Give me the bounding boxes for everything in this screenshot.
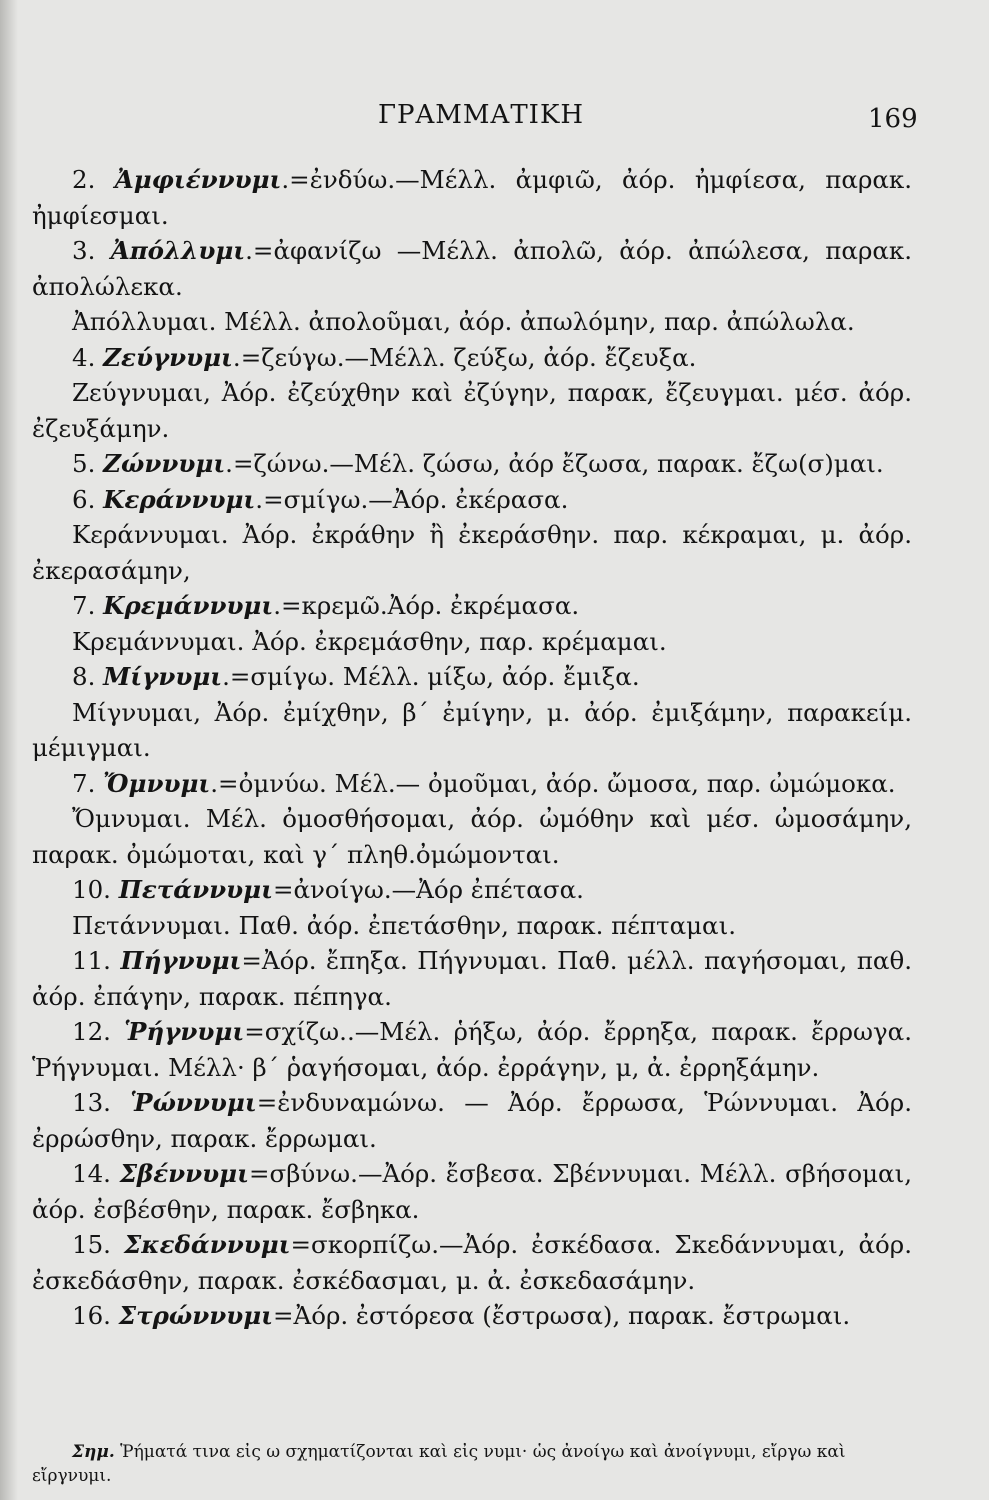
entry-word: Στρώννυμι xyxy=(118,1301,273,1330)
running-title: ΓΡΑΜΜΑΤΙΚΗ xyxy=(378,100,585,130)
entry-number: 6. xyxy=(72,484,104,514)
entry-text: =ἀνοίγω.—Ἀόρ ἐπέτασα. xyxy=(272,875,584,904)
entry-text: .=ἀφανίζω —Μέλλ. ἀπολῶ, ἀόρ. ἀπώλεσα, παρακ. ἀπολώλεκα. xyxy=(32,236,912,301)
entry-word: Ῥήγνυμι xyxy=(124,1017,245,1046)
entry-10-paragraph xyxy=(32,872,912,908)
entry-number: 10. xyxy=(72,875,119,904)
entry-9-paragraph xyxy=(32,766,912,802)
entry-16-paragraph xyxy=(32,1298,912,1334)
entry-word: Ἀπόλλυμι xyxy=(110,236,246,265)
entry-14-paragraph xyxy=(32,1156,912,1227)
entry-number: 13. xyxy=(72,1088,131,1117)
entry-number: 16. xyxy=(72,1301,119,1330)
entry-10-passive-paragraph xyxy=(32,908,912,944)
entry-13-paragraph xyxy=(32,1085,912,1156)
entry-word: Σβέννυμι xyxy=(119,1159,249,1188)
footnote xyxy=(32,1440,912,1488)
entry-word: Κρεμάννυμι xyxy=(103,591,274,620)
page-number: 169 xyxy=(868,104,918,134)
entry-text: .=ὀμνύω. Μέλ.— ὀμοῦμαι, ἀόρ. ὤμοσα, παρ. ὠμώμοκα. xyxy=(210,768,896,798)
entry-text: =σκορπίζω.—Ἀόρ. ἐσκέδασα. Σκεδάννυμαι, ἀόρ. ἐσκεδάσθην, παρακ. ἐσκέδασμαι, μ. ἀ. ἐσκεδασάμην. xyxy=(32,1230,912,1295)
entry-7-paragraph xyxy=(32,588,912,624)
entry-12-paragraph xyxy=(32,1014,912,1085)
entry-8-passive-paragraph xyxy=(32,695,912,766)
entry-word: Ζώννυμι xyxy=(103,449,226,478)
entry-4-paragraph xyxy=(32,340,912,376)
entry-number: 5. xyxy=(72,449,104,478)
entry-word: Ὄμνυμι xyxy=(103,768,211,798)
entry-text: .=ζώνω.—Μέλ. ζώσω, ἀόρ ἔζωσα, παρακ. ἔζω(σ)μαι. xyxy=(225,449,884,478)
entry-15-paragraph xyxy=(32,1227,912,1298)
entry-text: .=ζεύγω.—Μέλλ. ζεύξω, ἀόρ. ἔζευξα. xyxy=(232,342,697,372)
entry-number: 8. xyxy=(72,662,104,691)
entry-text: Κεράννυμαι. Ἀόρ. ἐκράθην ἢ ἐκεράσθην. παρ. κέκραμαι, μ. ἀόρ. ἐκερασάμην, xyxy=(32,520,912,585)
entry-word: Ῥώννυμι xyxy=(130,1088,257,1117)
entry-word: Πετάννυμι xyxy=(118,875,273,904)
entry-number: 11. xyxy=(72,946,121,975)
entry-2-paragraph xyxy=(32,162,912,233)
entry-text: =σχίζω..—Μέλ. ῥήξω, ἀόρ. ἔρρηξα, παρακ. ἔρρωγα. Ῥήγνυμαι. Μέλλ· β´ ῥαγήσομαι, ἀόρ. ἐρράγην, μ, ἀ. ἐρρηξάμην. xyxy=(32,1017,912,1082)
entry-number: 12. xyxy=(72,1017,125,1046)
entry-text: Κρεμάννυμαι. Ἀόρ. ἐκρεμάσθην, παρ. κρέμαμαι. xyxy=(72,626,667,656)
entry-word: Ἀμφιέννυμι xyxy=(114,165,282,194)
page-body xyxy=(32,162,912,1334)
entry-text: .=κρεμῶ.Ἀόρ. ἐκρέμασα. xyxy=(273,591,580,620)
entry-6-paragraph xyxy=(32,482,912,518)
entry-word: Μίγνυμι xyxy=(103,662,223,691)
entry-number: 7. xyxy=(72,591,104,620)
entry-text: =Ἀόρ. ἔπηξα. Πήγνυμαι. Παθ. μέλλ. παγήσομαι, παθ. ἀόρ. ἐπάγην, παρακ. πέπηγα. xyxy=(32,946,912,1011)
entry-text: Ἀπόλλυμαι. Μέλλ. ἀπολοῦμαι, ἀόρ. ἀπωλόμην, παρ. ἀπώλωλα. xyxy=(72,307,855,336)
page-header xyxy=(0,100,989,140)
entry-word: Κεράννυμι xyxy=(103,484,256,514)
entry-3-passive-paragraph xyxy=(32,304,912,340)
entry-number: 2. xyxy=(72,165,115,194)
entry-7-passive-paragraph xyxy=(32,624,912,660)
entry-word: Ζεύγνυμι xyxy=(103,342,233,372)
entry-number: 14. xyxy=(72,1159,120,1188)
entry-text: Μίγνυμαι, Ἀόρ. ἐμίχθην, β´ ἐμίγην, μ. ἀόρ. ἐμιξάμην, παρακείμ. μέμιγμαι. xyxy=(32,697,912,762)
footnote-label: Σημ. xyxy=(72,1442,115,1462)
entry-text: Ζεύγνυμαι, Ἀόρ. ἐζεύχθην καὶ ἐζύγην, παρακ, ἔζευγμαι. μέσ. ἀόρ. ἐζευξάμην. xyxy=(32,378,912,443)
footnote-text: Ῥήματά τινα εἰς ω σχηματίζονται καὶ εἰς νυμι· ὡς ἀνοίγω καὶ ἀνοίγνυμι, εἴργω καὶ εἴργνυμι. xyxy=(32,1442,846,1486)
entry-6-passive-paragraph xyxy=(32,517,912,588)
entry-text: .=σμίγω.—Ἀόρ. ἐκέρασα. xyxy=(255,484,569,514)
entry-3-paragraph xyxy=(32,233,912,304)
entry-text: =σβύνω.—Ἀόρ. ἔσβεσα. Σβέννυμαι. Μέλλ. σβήσομαι, ἀόρ. ἐσβέσθην, παρακ. ἔσβηκα. xyxy=(32,1159,912,1224)
entry-word: Πήγνυμι xyxy=(120,946,242,975)
entry-number: 4. xyxy=(72,342,104,372)
entry-word: Σκεδάννυμι xyxy=(123,1230,291,1259)
entry-text: Πετάννυμαι. Παθ. ἀόρ. ἐπετάσθην, παρακ. πέπταμαι. xyxy=(72,910,737,940)
entry-5-paragraph xyxy=(32,446,912,482)
entry-text: =ἐνδυναμώνω. — Ἀόρ. ἔρρωσα, Ῥώννυμαι. Ἀόρ. ἐρρώσθην, παρακ. ἔρρωμαι. xyxy=(32,1088,912,1153)
entry-8-paragraph xyxy=(32,659,912,695)
entry-text: Ὄμνυμαι. Μέλ. ὀμοσθήσομαι, ἀόρ. ὠμόθην καὶ μέσ. ὠμοσάμην, παρακ. ὀμώμοται, καὶ γ´ πληθ.ὀμώμονται. xyxy=(32,804,912,869)
entry-9-passive-paragraph xyxy=(32,801,912,872)
entry-text: .=ἐνδύω.—Μέλλ. ἀμφιῶ, ἀόρ. ἠμφίεσα, παρακ. ἠμφίεσμαι. xyxy=(32,165,912,230)
entry-11-paragraph xyxy=(32,943,912,1014)
entry-text: =Ἀόρ. ἐστόρεσα (ἔστρωσα), παρακ. ἔστρωμαι. xyxy=(272,1301,851,1330)
entry-number: 15. xyxy=(72,1230,124,1259)
entry-4-passive-paragraph xyxy=(32,375,912,446)
entry-number: 7. xyxy=(72,768,104,798)
entry-text: .=σμίγω. Μέλλ. μίξω, ἀόρ. ἔμιξα. xyxy=(222,662,640,691)
entry-number: 3. xyxy=(72,236,111,265)
